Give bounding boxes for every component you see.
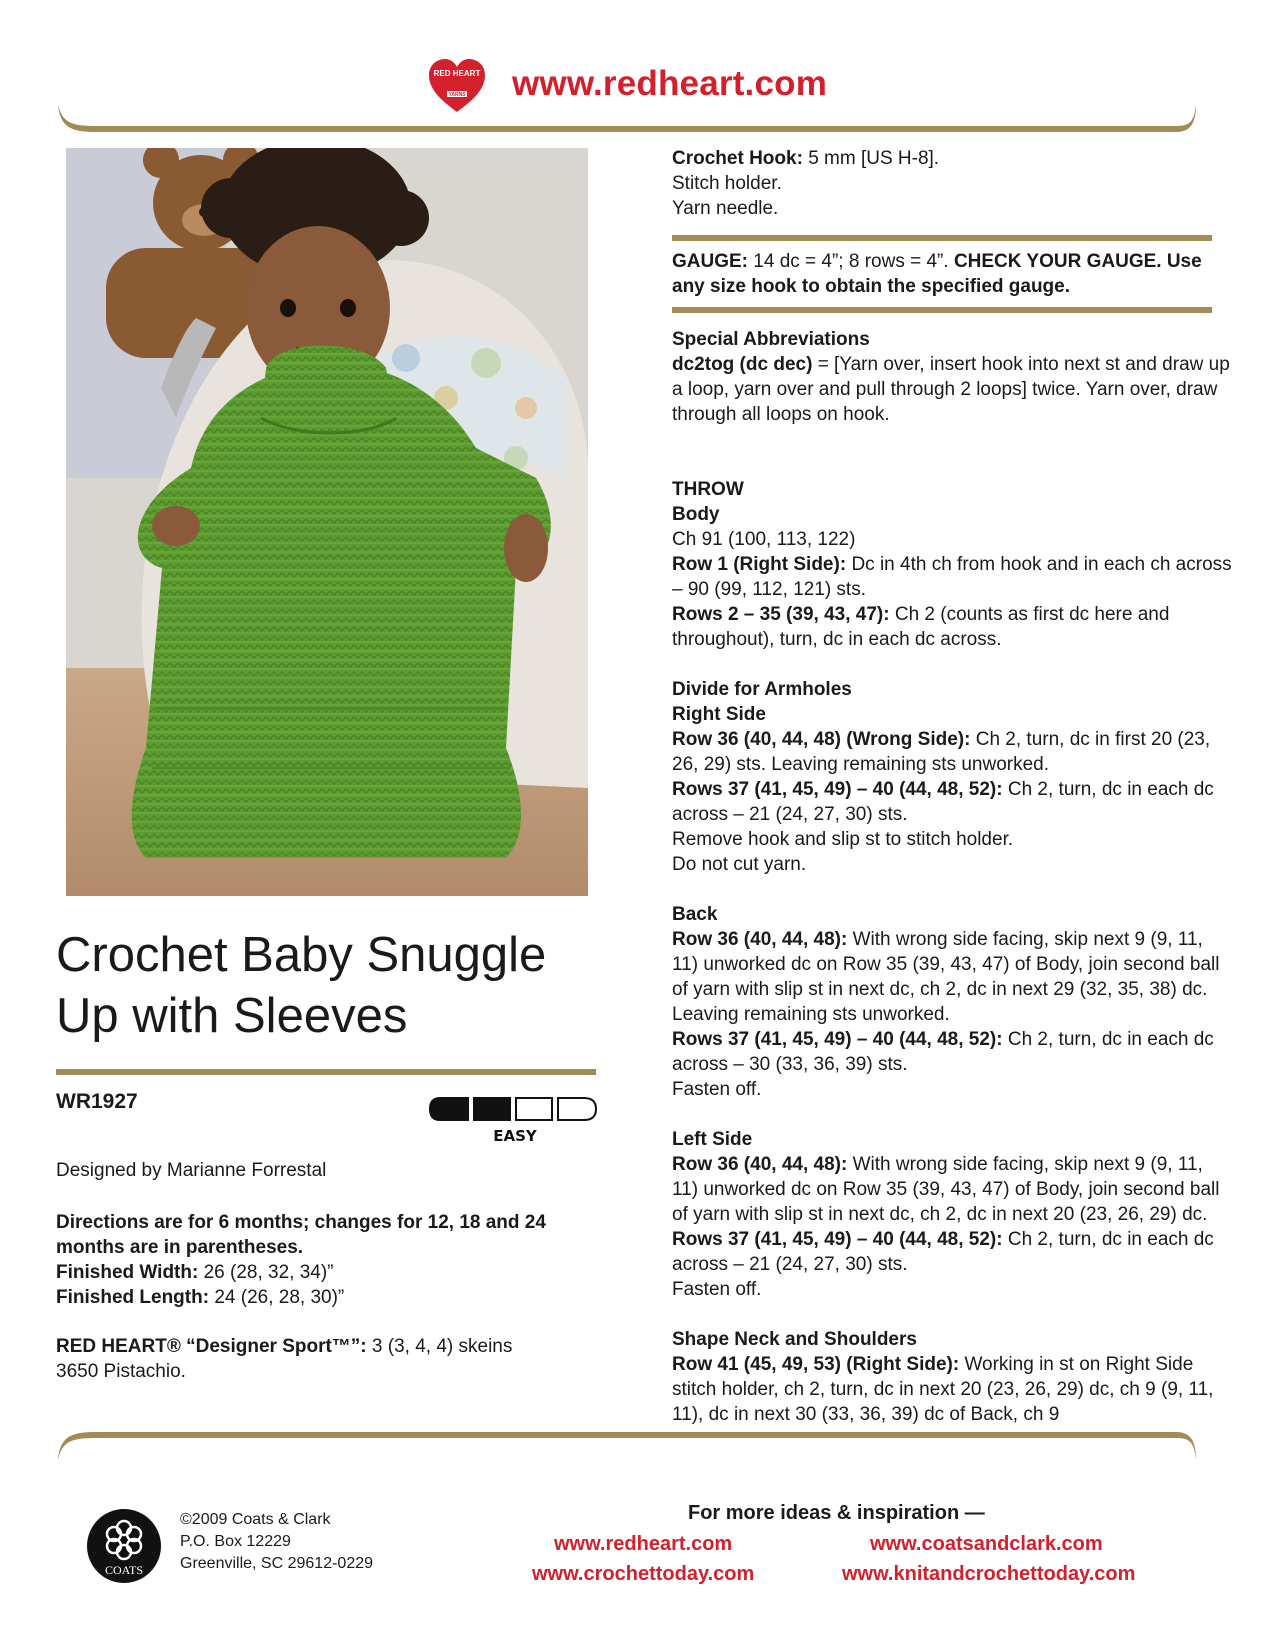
hook-label: Crochet Hook: xyxy=(672,148,803,169)
armholes-rows37-text: Ch 2, turn, dc in each dc across – 21 (24, 27, 30) sts. xyxy=(672,779,1214,825)
finished-length-label: Finished Length: xyxy=(56,1287,210,1308)
logo-yarns-text: YARNS xyxy=(448,92,466,98)
copyright-text: ©2009 Coats & Clark xyxy=(180,1511,331,1528)
row1-label: Row 1 (Right Side): xyxy=(672,554,847,575)
finished-width-label: Finished Width: xyxy=(56,1262,199,1283)
abbrev-term: dc2tog (dc dec) xyxy=(672,354,813,375)
back-block xyxy=(672,902,1232,1102)
header-divider xyxy=(0,94,1275,154)
finished-length-value: 24 (26, 28, 30)” xyxy=(214,1287,345,1308)
title-rule xyxy=(56,1069,596,1075)
skill-level-label: EASY xyxy=(493,1127,537,1145)
armholes-block xyxy=(672,677,1232,877)
armholes-row36-text: Ch 2, turn, dc in first 20 (23, 26, 29) sts. Leaving remaining sts unworked. xyxy=(672,729,1211,775)
rows2-text: Ch 2 (counts as first dc here and throughout), turn, dc in each dc across. xyxy=(672,604,1170,650)
back-row36-text: With wrong side facing, skip next 9 (9, 11, 11) unworked dc on Row 35 (39, 43, 47) of Body, join second ball of yarn with slip st in next dc, ch 2, dc in next 29 (32, 35, 38) dc. Leaving remaining sts unworked. xyxy=(672,929,1220,1025)
yarn-block xyxy=(56,1334,556,1384)
coats-logo-text: COATS xyxy=(104,1563,144,1577)
gauge-block xyxy=(672,249,1232,299)
neck-row41-text: Working in st on Right Side stitch holder, ch 2, turn, dc in next 20 (23, 26, 29) dc, ch 9 (9, 11, 11), dc in next 30 (33, 36, 39) dc of Back, ch 9 xyxy=(672,1354,1214,1425)
baby-photo xyxy=(66,148,588,896)
title-line-1: Crochet Baby Snuggle xyxy=(56,928,547,982)
back-heading: Back xyxy=(672,904,718,925)
do-not-cut-text: Do not cut yarn. xyxy=(672,854,807,875)
body-heading: Body xyxy=(672,504,720,525)
title-line-2: Up with Sleeves xyxy=(56,989,408,1043)
right-side-heading: Right Side xyxy=(672,704,766,725)
left-side-heading: Left Side xyxy=(672,1129,753,1150)
tools-block xyxy=(672,146,1232,221)
footer-link-crochettoday[interactable]: www.crochettoday.com xyxy=(532,1563,755,1585)
gauge-value: 14 dc = 4”; 8 rows = 4”. xyxy=(753,251,949,272)
logo-red-text: RED HEART xyxy=(433,69,481,78)
gauge-check: CHECK YOUR GAUGE. Use any size hook to obtain the specified gauge. xyxy=(672,251,1202,297)
directions-text: Directions are for 6 months; changes for 12, 18 and 24 months are in parentheses. xyxy=(56,1212,546,1258)
armholes-rows37-label: Rows 37 (41, 45, 49) – 40 (44, 48, 52): xyxy=(672,779,1003,800)
back-rows37-text: Ch 2, turn, dc in each dc across – 30 (33, 36, 39) sts. xyxy=(672,1029,1214,1075)
neck-heading: Shape Neck and Shoulders xyxy=(672,1329,917,1350)
pattern-code: WR1927 xyxy=(56,1090,138,1113)
skill-level-icon xyxy=(428,1096,598,1150)
row1-text: Dc in 4th ch from hook and in each ch across – 90 (99, 112, 121) sts. xyxy=(672,554,1232,600)
gauge-label: GAUGE: xyxy=(672,251,748,272)
site-url-link[interactable]: www.redheart.com xyxy=(512,64,828,103)
yarn-needle: Yarn needle. xyxy=(672,198,779,219)
finished-width-value: 26 (28, 32, 34)” xyxy=(203,1262,334,1283)
gauge-rule-top xyxy=(672,235,1212,241)
neck-block xyxy=(672,1327,1232,1427)
throw-block xyxy=(672,477,1232,652)
left-rows37-label: Rows 37 (41, 45, 49) – 40 (44, 48, 52): xyxy=(672,1229,1003,1250)
rows2-label: Rows 2 – 35 (39, 43, 47): xyxy=(672,604,890,625)
left-row36-text: With wrong side facing, skip next 9 (9, 11, 11) unworked dc on Row 35 (39, 43, 47) of Body, join second ball of yarn with slip st in next dc, ch 2, dc in next 20 (23, 26, 29) dc. xyxy=(672,1154,1220,1225)
footer-divider xyxy=(0,1420,1275,1480)
stitch-holder: Stitch holder. xyxy=(672,173,782,194)
designer-credit: Designed by Marianne Forrestal xyxy=(56,1160,327,1181)
footer-link-redheart[interactable]: www.redheart.com xyxy=(554,1533,733,1555)
gauge-rule-bottom xyxy=(672,307,1212,313)
back-row36-label: Row 36 (40, 44, 48): xyxy=(672,929,848,950)
abbreviations-block xyxy=(672,327,1232,427)
footer-link-knitandcrochettoday[interactable]: www.knitandcrochettoday.com xyxy=(842,1563,1136,1585)
po-box-text: P.O. Box 12229 xyxy=(180,1533,291,1550)
city-text: Greenville, SC 29612-0229 xyxy=(180,1555,374,1572)
yarn-value: 3 (3, 4, 4) skeins 3650 Pistachio. xyxy=(56,1336,513,1382)
armholes-heading: Divide for Armholes xyxy=(672,679,852,700)
coats-logo[interactable] xyxy=(86,1508,162,1584)
instructions-column xyxy=(672,146,1232,1427)
footer-address xyxy=(180,1509,373,1575)
chain-count: Ch 91 (100, 113, 122) xyxy=(672,529,856,550)
sizes-block xyxy=(56,1210,616,1310)
footer-ideas-heading: For more ideas & inspiration — xyxy=(688,1502,985,1524)
left-row36-label: Row 36 (40, 44, 48): xyxy=(672,1154,848,1175)
abbrev-definition: = [Yarn over, insert hook into next st and draw up a loop, yarn over and pull through 2 loops] twice. Yarn over, draw through all loops on hook. xyxy=(672,354,1230,425)
back-fasten-off: Fasten off. xyxy=(672,1079,762,1100)
left-fasten-off: Fasten off. xyxy=(672,1279,762,1300)
left-rows37-text: Ch 2, turn, dc in each dc across – 21 (24, 27, 30) sts. xyxy=(672,1229,1214,1275)
yarn-label: RED HEART® “Designer Sport™”: xyxy=(56,1336,367,1357)
throw-heading: THROW xyxy=(672,479,744,500)
back-rows37-label: Rows 37 (41, 45, 49) – 40 (44, 48, 52): xyxy=(672,1029,1003,1050)
pattern-title xyxy=(56,925,596,1047)
hook-value: 5 mm [US H-8]. xyxy=(808,148,940,169)
armholes-row36-label: Row 36 (40, 44, 48) (Wrong Side): xyxy=(672,729,971,750)
remove-hook-text: Remove hook and slip st to stitch holder. xyxy=(672,829,1014,850)
footer-link-coatsandclark[interactable]: www.coatsandclark.com xyxy=(870,1533,1103,1555)
abbrev-heading: Special Abbreviations xyxy=(672,329,870,350)
left-side-block xyxy=(672,1127,1232,1302)
neck-row41-label: Row 41 (45, 49, 53) (Right Side): xyxy=(672,1354,960,1375)
